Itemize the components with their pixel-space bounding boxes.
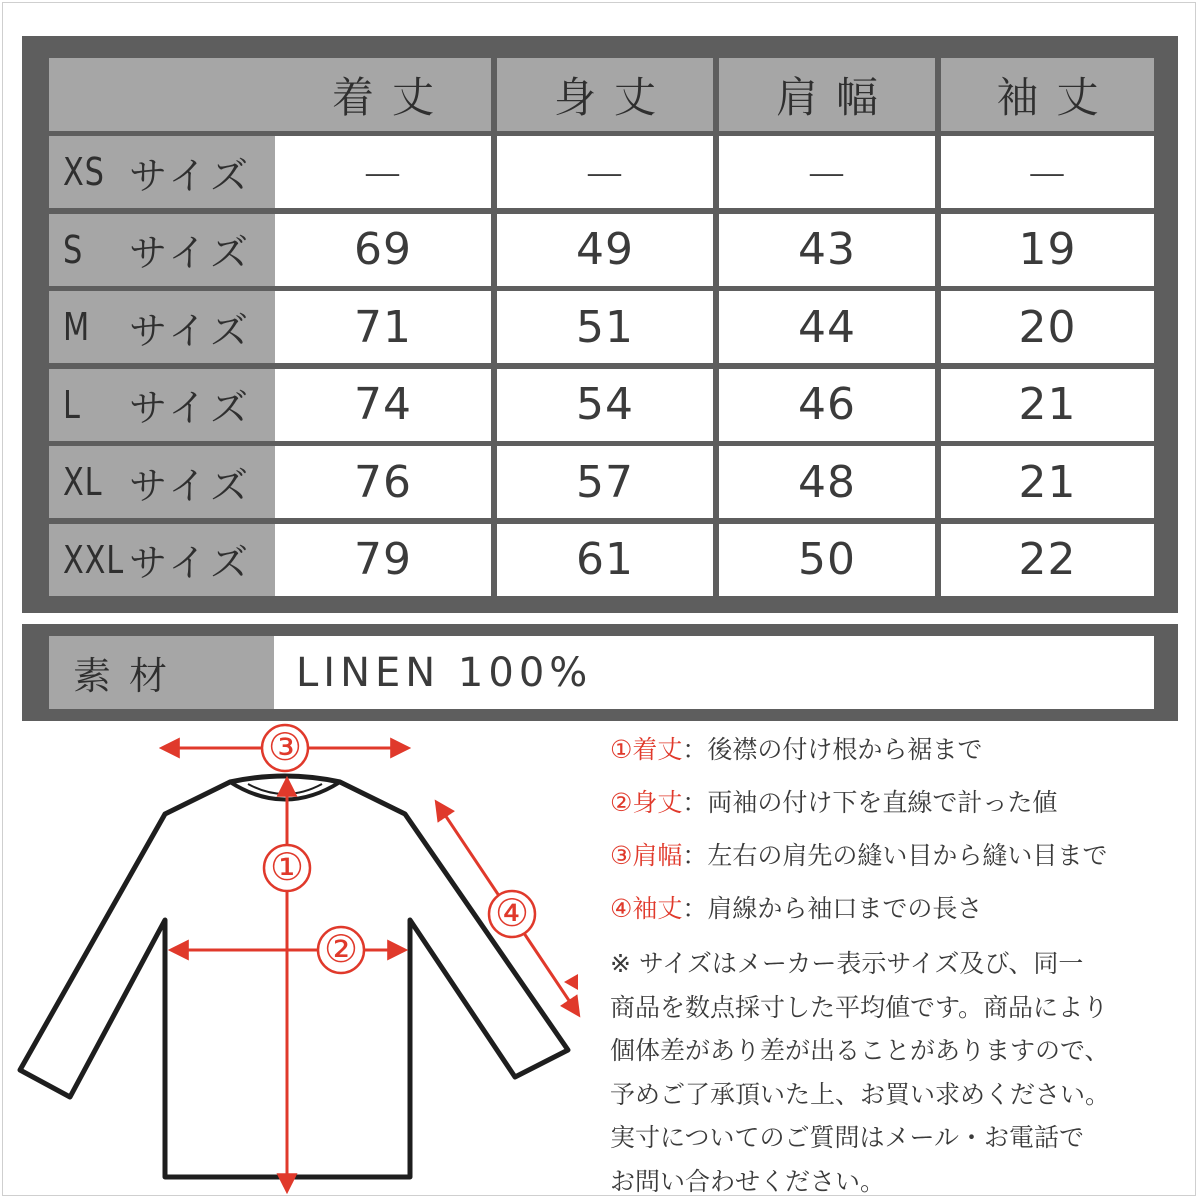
size-value-cell: 57 [497, 446, 713, 518]
legend-item-sleeve-length [610, 889, 982, 925]
size-value-cell: 21 [941, 369, 1154, 441]
note-line: お問い合わせください。 [610, 1160, 1110, 1203]
note-line: 実寸についてのご質問はメール・お電話で [610, 1116, 1110, 1160]
size-value-cell: 74 [275, 369, 491, 441]
material-label: 素材 [49, 636, 292, 709]
material-table [22, 624, 1178, 721]
note-line: 商品を数点採寸した平均値です。商品により [610, 986, 1110, 1030]
note-line: ※ サイズはメーカー表示サイズ及び、同一 [610, 942, 1110, 986]
header-sleeve-length: 袖丈 [941, 58, 1154, 131]
size-value-cell: 79 [275, 524, 491, 596]
legend-item-shoulder-width [610, 836, 1107, 872]
size-value-cell: 54 [497, 369, 713, 441]
marker-shoulder-width-text: ③ [268, 725, 302, 769]
size-label-cell [49, 369, 292, 441]
marker-shoulder-width [262, 725, 308, 771]
marker-sleeve-length-text: ④ [495, 891, 529, 935]
size-suffix: サイズ [129, 532, 252, 587]
note-line: 予めご了承頂いた上、お買い求めください。 [610, 1073, 1110, 1117]
size-note [610, 942, 1110, 1203]
legend-key: ②身丈 [610, 788, 682, 817]
header-body-width: 身丈 [497, 58, 713, 131]
size-value-cell: － [719, 136, 935, 208]
size-value-cell: 19 [941, 214, 1154, 286]
size-value-cell: 43 [719, 214, 935, 286]
size-value-cell: － [497, 136, 713, 208]
size-suffix: サイズ [129, 377, 252, 432]
marker-length [264, 845, 310, 891]
size-label-cell [49, 446, 292, 518]
marker-body-width-text: ② [324, 927, 358, 971]
size-value-cell: 76 [275, 446, 491, 518]
size-label-cell [49, 291, 292, 363]
legend-item-length [610, 730, 982, 766]
size-code: XXL [63, 538, 116, 582]
long-sleeve-shirt-icon [20, 776, 568, 1177]
legend-desc: ：後襟の付け根から裾まで [682, 735, 982, 764]
legend-key: ①着丈 [610, 735, 682, 764]
size-value-cell: 51 [497, 291, 713, 363]
size-code: L [63, 383, 116, 427]
size-suffix: サイズ [129, 222, 252, 277]
size-suffix: サイズ [129, 455, 252, 510]
size-value-cell: 22 [941, 524, 1154, 596]
size-label-cell [49, 214, 292, 286]
size-value-cell: 21 [941, 446, 1154, 518]
size-value-cell: － [275, 136, 491, 208]
size-suffix: サイズ [129, 300, 252, 355]
size-value-cell: 50 [719, 524, 935, 596]
legend-item-body-width [610, 783, 1057, 819]
size-label-cell [49, 136, 292, 208]
marker-body-width [318, 927, 364, 973]
small-triangle-marker [564, 974, 578, 990]
size-value-cell: － [941, 136, 1154, 208]
size-code: S [63, 228, 116, 272]
size-value-cell: 61 [497, 524, 713, 596]
note-line: 個体差があり差が出ることがありますので、 [610, 1029, 1110, 1073]
size-table [22, 36, 1178, 613]
size-label-cell [49, 524, 292, 596]
size-suffix: サイズ [129, 145, 252, 200]
size-value-cell: 71 [275, 291, 491, 363]
marker-length-text: ① [270, 845, 304, 889]
header-shoulder-width: 肩幅 [719, 58, 935, 131]
size-code: XL [63, 460, 116, 504]
size-value-cell: 69 [275, 214, 491, 286]
measurement-diagram [0, 722, 600, 1200]
size-value-cell: 44 [719, 291, 935, 363]
size-value-cell: 48 [719, 446, 935, 518]
marker-sleeve-length [489, 891, 535, 937]
material-value: LINEN 100% [274, 636, 1154, 709]
legend-desc: ：両袖の付け下を直線で計った値 [682, 788, 1057, 817]
legend-key: ③肩幅 [610, 841, 682, 870]
legend-desc: ：左右の肩先の縫い目から縫い目まで [682, 841, 1107, 870]
size-code: XS [63, 150, 116, 194]
legend-key: ④袖丈 [610, 894, 682, 923]
legend-desc: ：肩線から袖口までの長さ [682, 894, 982, 923]
header-corner-cell [49, 58, 292, 131]
size-value-cell: 49 [497, 214, 713, 286]
header-length: 着丈 [275, 58, 491, 131]
size-code: M [63, 305, 116, 349]
size-value-cell: 20 [941, 291, 1154, 363]
size-value-cell: 46 [719, 369, 935, 441]
